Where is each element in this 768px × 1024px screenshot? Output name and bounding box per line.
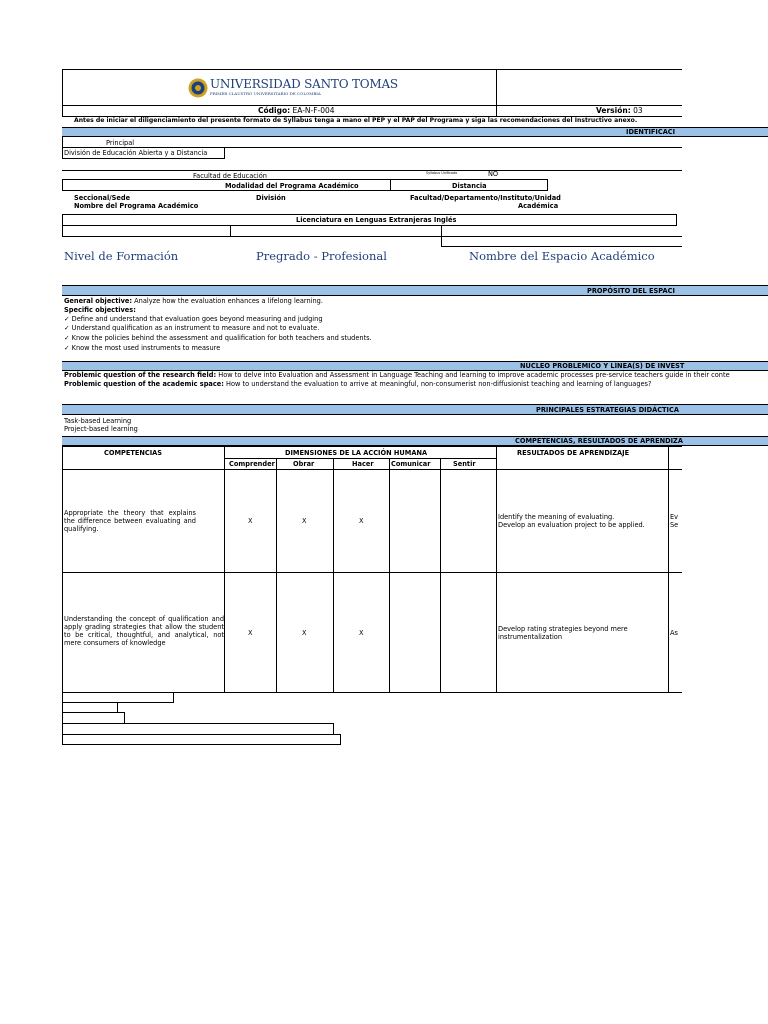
proposito-title: PROPÓSITO DEL ESPACI bbox=[587, 287, 675, 295]
col-line bbox=[440, 458, 441, 693]
q2-text: How to understand the evaluation to arrive at meaningful, non-consumerist non-diffusionist teaching and learning of languages? bbox=[226, 380, 652, 388]
nivel-label: Nivel de Formación bbox=[64, 249, 179, 263]
nivel-value: Pregrado - Profesional bbox=[256, 249, 387, 263]
instructions-text: Antes de iniciar el diligenciamiento del presente formato de Syllabus tenga a mano el PEP y el PAP del Programa y siga las recomendaciones del Instructivo anexo. bbox=[74, 117, 638, 124]
seccional-label: Seccional/Sede bbox=[74, 194, 131, 202]
principal-value: Principal bbox=[106, 139, 135, 147]
facultad-label: Facultad/Departamento/Instituto/Unidad bbox=[410, 194, 561, 202]
col-line bbox=[224, 446, 225, 693]
syllabus-unificado-label: Syllabus Unificado bbox=[426, 171, 458, 175]
dimension-header: Hacer bbox=[352, 460, 374, 468]
identificacion-title: IDENTIFICACI bbox=[626, 128, 676, 136]
programa-label: Nombre del Programa Académico bbox=[74, 202, 199, 210]
resultado-text: Develop rating strategies beyond mere bbox=[498, 625, 628, 633]
version-value: 03 bbox=[633, 106, 643, 115]
resultado-text: Identify the meaning of evaluating. bbox=[498, 513, 615, 521]
research-question bbox=[64, 371, 730, 380]
espacio-label: Nombre del Espacio Académico bbox=[469, 249, 655, 263]
codigo-row bbox=[62, 105, 682, 117]
programa-value: Licenciatura en Lenguas Extranjeras Inglés bbox=[296, 216, 457, 224]
syllabus-unificado-value: NO bbox=[488, 170, 499, 178]
general-label: General objective: bbox=[64, 297, 133, 305]
extra-text: Ev bbox=[670, 513, 679, 521]
blank-field-1 bbox=[62, 225, 231, 237]
general-text: Analyze how the evaluation enhances a lifelong learning. bbox=[134, 297, 323, 305]
competencias-table bbox=[62, 446, 682, 693]
codigo-line bbox=[258, 106, 335, 115]
col-line bbox=[668, 446, 669, 693]
q1-text: How to delve into Evaluation and Assessment in Language Teaching and learning to improve academic processes pre-service teachers guide in their conte bbox=[218, 371, 730, 379]
competencias-title: COMPETENCIAS, RESULTADOS DE APRENDIZA bbox=[515, 437, 683, 445]
extra-text: As bbox=[670, 629, 678, 637]
university-subtitle: PRIMER CLAUSTRO UNIVERSITARIO DE COLOMBIA bbox=[210, 91, 321, 96]
col-resultados: RESULTADOS DE APRENDIZAJE bbox=[517, 449, 630, 457]
blank-field-3 bbox=[441, 236, 682, 247]
modalidad-label: Modalidad del Programa Académico bbox=[225, 182, 359, 190]
academica-label: Académica bbox=[518, 202, 559, 210]
crest-icon bbox=[188, 78, 208, 98]
modalidad-divider bbox=[390, 179, 391, 191]
modalidad-value: Distancia bbox=[452, 182, 487, 190]
division-label: División bbox=[256, 194, 286, 202]
dimension-mark: X bbox=[359, 517, 364, 525]
academic-question bbox=[64, 380, 652, 388]
facultad-value: Facultad de Educación bbox=[193, 172, 267, 180]
extra-text: Se bbox=[670, 521, 679, 529]
col-line bbox=[333, 458, 334, 693]
competencia-text: Understanding the concept of qualification and apply grading strategies that allow the student to be critical, thoughtful, and analytical, not mere consumers of knowledge bbox=[64, 615, 224, 647]
nucleo-title: NÚCLEO PROBLÉMICO Y LÍNEA(S) DE INVEST bbox=[520, 362, 685, 370]
codigo-value: EA-N-F-004 bbox=[292, 106, 335, 115]
col-competencias: COMPETENCIAS bbox=[104, 449, 163, 457]
dimension-header: Obrar bbox=[293, 460, 315, 468]
version-label: Versión: bbox=[596, 106, 631, 115]
col-dimensiones: DIMENSIONES DE LA ACCIÓN HUMANA bbox=[285, 449, 428, 457]
codigo-label: Código: bbox=[258, 106, 291, 115]
header-line bbox=[224, 458, 496, 459]
resultado-text: instrumentalization bbox=[498, 633, 563, 641]
row-line bbox=[62, 572, 682, 573]
col-line bbox=[496, 446, 497, 693]
dimension-header: Sentir bbox=[453, 460, 476, 468]
division-value: División de Educación Abierta y a Distancia bbox=[64, 149, 208, 157]
dimension-header: Comprender bbox=[229, 460, 275, 468]
estrategia-item: Task-based Learning bbox=[64, 417, 132, 425]
dimension-mark: X bbox=[248, 629, 253, 637]
q1-label: Problemic question of the research field: bbox=[64, 371, 217, 379]
q2-label: Problemic question of the academic space: bbox=[64, 380, 224, 388]
dimension-header: Comunicar bbox=[391, 460, 431, 468]
resultado-text: Develop an evaluation project to be applied. bbox=[498, 521, 645, 529]
header-line bbox=[62, 469, 682, 470]
estrategia-item: Project-based learning bbox=[64, 425, 138, 433]
specific-item: ✓ Understand qualification as an instrument to measure and not to evaluate. bbox=[64, 324, 320, 332]
specific-item: ✓ Know the policies behind the assessment and qualification for both teachers and students. bbox=[64, 334, 372, 342]
facultad-row-line bbox=[62, 170, 682, 171]
specific-item: ✓ Define and understand that evaluation goes beyond measuring and judging bbox=[64, 315, 323, 323]
version-line bbox=[596, 106, 643, 115]
competencia-text: Appropriate the theory that explains the difference between evaluating and qualifying. bbox=[64, 509, 196, 533]
blank-field-2 bbox=[230, 225, 442, 237]
estrategias-title: PRINCIPALES ESTRATEGIAS DIDÁCTICA bbox=[536, 406, 679, 414]
specific-label: Specific objectives: bbox=[64, 306, 136, 314]
blank-cell bbox=[62, 734, 341, 745]
university-logo bbox=[188, 76, 398, 100]
specific-item: ✓ Know the most used instruments to measure bbox=[64, 344, 221, 352]
dimension-mark: X bbox=[248, 517, 253, 525]
dimension-mark: X bbox=[302, 629, 307, 637]
university-name: UNIVERSIDAD SANTO TOMAS bbox=[210, 77, 398, 91]
dimension-mark: X bbox=[359, 629, 364, 637]
dimension-mark: X bbox=[302, 517, 307, 525]
col-line bbox=[389, 458, 390, 693]
col-line bbox=[276, 458, 277, 693]
general-objective bbox=[64, 297, 323, 305]
